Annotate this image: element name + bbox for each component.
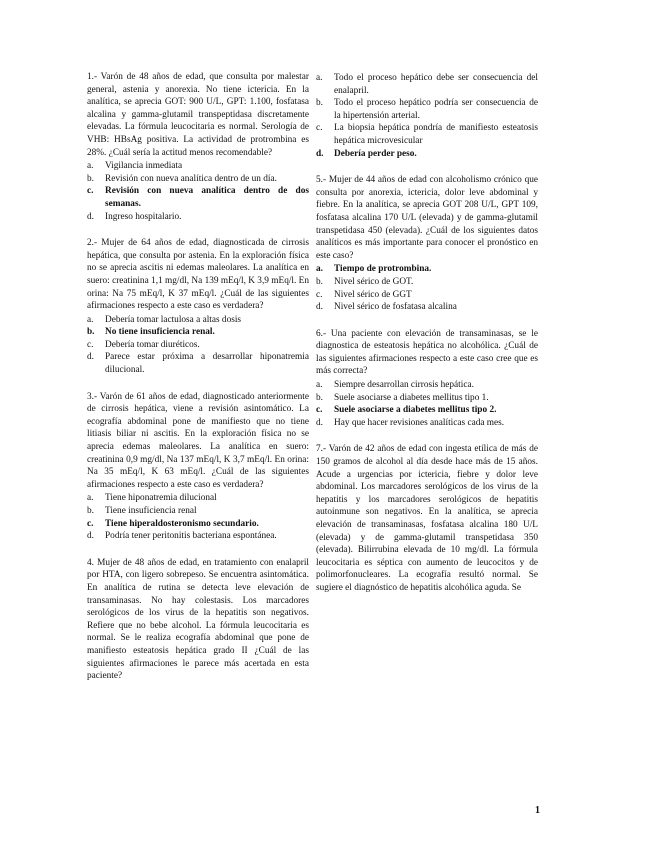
question-2 xyxy=(87,237,309,377)
option-text: Suele asociarse a diabetes mellitus tipo 2. xyxy=(334,405,497,416)
option-text: Tiene hiperaldosteronismo secundario. xyxy=(105,518,259,529)
option-text: Nivel sérico de GOT. xyxy=(334,276,414,287)
option-letter: b. xyxy=(87,173,94,184)
option-letter: d. xyxy=(87,352,94,363)
option-letter: b. xyxy=(87,327,95,338)
option-letter: b. xyxy=(316,98,323,109)
option-d xyxy=(316,417,538,430)
option-text: Debería perder peso. xyxy=(334,148,417,159)
option-letter: a. xyxy=(87,314,94,325)
option-letter: c. xyxy=(87,186,94,197)
option-letter: d. xyxy=(316,148,324,159)
option-letter: a. xyxy=(316,380,323,391)
option-text: Ingreso hospitalario. xyxy=(105,211,182,222)
options-list xyxy=(87,492,309,542)
options-list xyxy=(316,72,538,160)
option-letter: a. xyxy=(87,161,94,172)
option-text: Podría tener peritonitis bacteriana espontánea. xyxy=(105,531,277,542)
question-stem: 5.- Mujer de 44 años de edad con alcoholismo crónico que consulta por anorexia, ictericia, dolor leve abdominal y fiebre. En la analítica, se aprecia GOT 208 U/L, GPT 109, fosfatasa alcalina 170 U/L (elevada) y de gamma-glutamil transpetidasa 450 (elevada). ¿Cuál de los siguientes datos analíticos es más importante para conocer el pronóstico en este caso? xyxy=(316,175,538,261)
option-letter: a. xyxy=(87,493,94,504)
option-b xyxy=(87,173,309,186)
question-stem: 7.- Varón de 42 años de edad con ingesta etílica de más de 150 gramos de alcohol al día desde hace más de 15 años. Acude a urgencias por ictericia, fiebre y dolor leve abdominal. Los marcadores serológicos de los virus de la hepatitis y los marcadores serológicos de hepatitis autoinmune son negativos. En la analítica, se aprecia elevación de transaminasas, fosfatasa alcalina 180 U/L (elevada) y de gamma-glutamil transpetidasa 350 (elevada). Bilirrubina elevada de 10 mg/dl. La fórmula leucocitaria es séptica con aumento de leucocitos y de polimorfonucleares. La ecografía resultó normal. Se sugiere el diagnóstico de hepatitis alcohólica aguda. Se xyxy=(316,444,538,593)
question-stem: 3.- Varón de 61 años de edad, diagnosticado anteriormente de cirrosis hepática, viene a revisión asintomático. La ecografía abdominal pone de manifiesto que no tiene litiasis biliar ni ascitis. En la exploración física no se aprecia edemas maleolares. La analítica en suero: creatinina 0,9 mg/dl, Na 137 mEq/l, K 3,7 mEq/l. En orina: Na 35 mEq/l, K 63 mEq/l. ¿Cuál de las siguientes afirmaciones respecto a este caso es verdadera? xyxy=(87,391,309,490)
question-3 xyxy=(87,391,309,543)
options-list xyxy=(316,263,538,313)
option-letter: d. xyxy=(87,211,94,222)
question-7 xyxy=(316,443,538,594)
options-list xyxy=(87,314,309,377)
option-text: Nivel sérico de GGT xyxy=(334,289,412,300)
option-text: Revisión con nueva analítica dentro de dos semanas. xyxy=(105,186,309,209)
option-c-highlighted xyxy=(87,185,309,210)
question-1 xyxy=(87,71,309,223)
option-text: Tiempo de protrombina. xyxy=(334,264,432,275)
option-text: Parece estar próxima a desarrollar hiponatremia dilucional. xyxy=(105,352,309,376)
option-text: Tiene hiponatremia dilucional xyxy=(105,493,217,504)
option-text: Debería tomar lactulosa a altas dosis xyxy=(105,314,242,325)
option-a xyxy=(87,314,309,327)
question-stem: 1.- Varón de 48 años de edad, que consulta por malestar general, astenia y anorexia. No tiene ictericia. En la analítica, se aprecia GOT: 900 U/L, GPT: 1.100, fosfatasa alcalina y gamma-glutamil transpeptidasa discretamente elevadas. La fórmula leucocitaria es normal. Serología de VHB: HBsAg positiva. La actividad de protrombina es 28%. ¿Cuál sería la actitud menos recomendable? xyxy=(87,72,309,158)
option-letter: a. xyxy=(316,264,323,275)
option-letter: a. xyxy=(316,73,323,83)
option-b xyxy=(316,276,538,289)
option-text: Tiene insuficiencia renal xyxy=(105,506,197,516)
option-letter: d. xyxy=(316,302,323,313)
option-b xyxy=(87,505,309,518)
option-letter: c. xyxy=(316,289,323,300)
option-d xyxy=(87,211,309,224)
option-d-highlighted xyxy=(316,148,538,161)
option-b xyxy=(316,97,538,122)
option-c xyxy=(316,122,538,147)
option-text: Debería tomar diuréticos. xyxy=(105,339,200,350)
option-d xyxy=(316,301,538,314)
option-c-highlighted xyxy=(87,518,309,531)
option-c xyxy=(87,339,309,352)
option-c-highlighted xyxy=(316,404,538,417)
options-list xyxy=(87,160,309,223)
option-a-highlighted xyxy=(316,263,538,276)
option-a xyxy=(316,72,538,97)
option-text: Suele asociarse a diabetes mellitus tipo 1. xyxy=(334,392,489,403)
option-letter: d. xyxy=(316,417,323,428)
option-letter: d. xyxy=(87,531,94,542)
question-4-start xyxy=(87,557,309,683)
option-letter: b. xyxy=(316,276,323,287)
option-letter: b. xyxy=(87,506,94,516)
option-d xyxy=(87,351,309,376)
option-text: Todo el proceso hepático debe ser consecuencia del enalapril. xyxy=(334,73,538,96)
option-text: No tiene insuficiencia renal. xyxy=(105,327,215,338)
options-list xyxy=(316,379,538,429)
right-column xyxy=(316,71,538,609)
option-letter: c. xyxy=(87,339,94,350)
left-column xyxy=(87,71,309,697)
option-b-highlighted xyxy=(87,326,309,339)
question-6 xyxy=(316,328,538,430)
option-a xyxy=(87,492,309,505)
option-text: La biopsia hepática pondría de manifiesto esteatosis hepática microvesicular xyxy=(334,123,538,146)
option-text: Hay que hacer revisiones analíticas cada mes. xyxy=(334,417,505,428)
option-text: Siempre desarrollan cirrosis hepática. xyxy=(334,380,474,391)
option-letter: c. xyxy=(316,123,323,134)
option-b xyxy=(316,392,538,405)
option-letter: c. xyxy=(87,518,94,529)
option-letter: b. xyxy=(316,392,323,403)
question-4-options xyxy=(316,72,538,160)
question-stem: 4. Mujer de 48 años de edad, en tratamiento con enalapril por HTA, con ligero sobrepeso. Se encuentra asintomática. En analítica de rutina se detecta leve elevación de transaminasas. No hay colestasis. Los marcadores serológicos de los virus de la hepatitis son negativos. Refiere que no bebe alcohol. La fórmula leucocitaria es normal. Se le realiza ecografía abdominal que pone de manifiesto esteatosis hepática grado II ¿Cuál de las siguientes afirmaciones le parece más acertada en esta paciente? xyxy=(87,557,309,682)
question-stem: 6.- Una paciente con elevación de transaminasas, se le diagnostica de esteatosis hepática no alcohólica. ¿Cuál de las siguientes afirmaciones respecto a este caso cree que es más correcta? xyxy=(316,328,538,377)
option-text: Todo el proceso hepático podría ser consecuencia de la hipertensión arterial. xyxy=(334,98,538,121)
question-5 xyxy=(316,174,538,314)
option-text: Vigilancia inmediata xyxy=(105,161,183,172)
option-text: Nivel sérico de fosfatasa alcalina xyxy=(334,302,457,313)
option-d xyxy=(87,530,309,543)
option-text: Revisión con nueva analítica dentro de un día. xyxy=(105,173,277,184)
page-number: 1 xyxy=(535,805,540,816)
question-stem: 2.- Mujer de 64 años de edad, diagnosticada de cirrosis hepática, que consulta por astenia. En la exploración física no se aprecia ascitis ni edemas maleolares. La analítica en suero: creatinina 1,1 mg/dl, Na 139 mEq/l, K 3,9 mEq/l. En orina: Na 75 mEq/l, K 37 mEq/l. ¿Cuál de las siguientes afirmaciones respecto a este caso es verdadera? xyxy=(87,238,309,312)
option-c xyxy=(316,289,538,302)
option-letter: c. xyxy=(316,405,323,416)
option-a xyxy=(87,160,309,173)
option-a xyxy=(316,379,538,392)
